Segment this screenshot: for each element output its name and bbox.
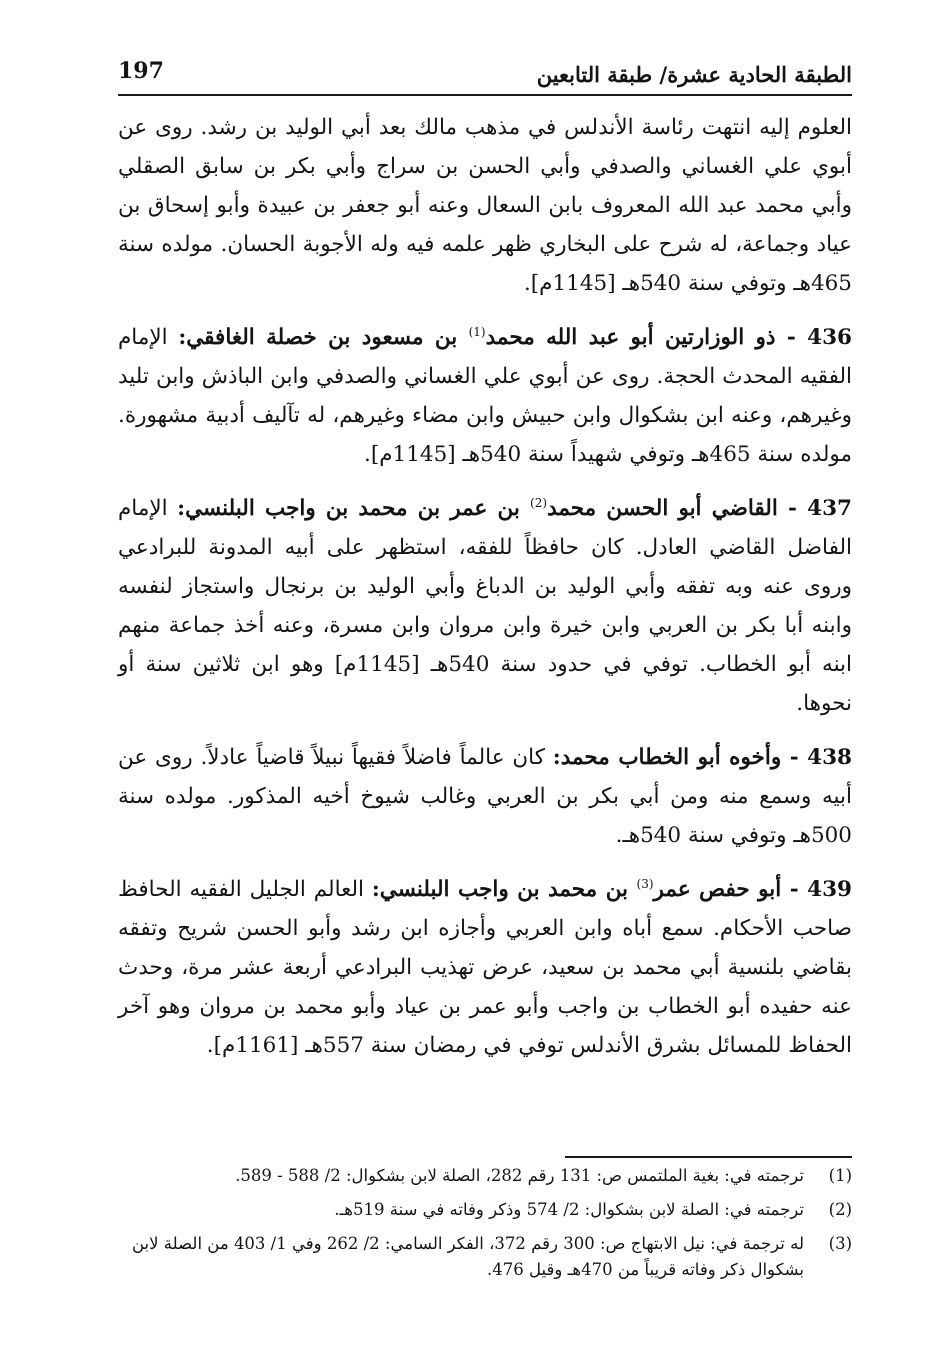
entry-heading: 438 - وأخوه أبو الخطاب محمد: [552, 745, 852, 770]
footnote-ref: (1) [468, 324, 486, 339]
entry-body: العالم الجليل الفقيه الحافظ صاحب الأحكام. سمع أباه وابن العربي وأجازه ابن رشد وأبو الحسن شريح وتفقه بقاضي بلنسية أبي محمد بن سعيد، عرض تهذيب البرادعي أربعة عشر مرة، وحدث عنه حفيده أبو الخطاب بن واجب وأبو عمر بن عياد وأبو محمد بن مروان وهو آخر الحفاظ للمسائل بشرق الأندلس توفي في رمضان سنة 557هـ [1161م]. [118, 877, 852, 1058]
footnote-1 [118, 1163, 852, 1189]
footnote-ref: (3) [636, 876, 654, 891]
footnote-text: ترجمته في: الصلة لابن بشكوال: 2/ 574 وذكر وفاته في سنة 519هـ. [334, 1200, 804, 1219]
footnote-number: (2) [828, 1200, 852, 1219]
entry-body: كان عالماً فاضلاً فقيهاً نبيلاً قاضياً عادلاً. روى عن أبيه وسمع منه ومن أبي بكر بن العربي وغالب شيوخ أخيه المذكور. مولده سنة 500هـ وتوفي سنة 540هـ. [118, 745, 852, 848]
entry-438 [118, 738, 852, 855]
page-header [118, 54, 852, 96]
entry-439 [118, 870, 852, 1065]
main-text [118, 108, 852, 1080]
footnote-3 [118, 1231, 852, 1283]
footnote-2 [118, 1197, 852, 1223]
entry-437 [118, 489, 852, 723]
footnote-text: له ترجمة في: نيل الابتهاج ص: 300 رقم 372، الفكر السامي: 2/ 262 وفي 1/ 403 من الصلة لابن بشكوال ذكر وفاته قريباً من 470هـ وقيل 476. [132, 1234, 804, 1279]
running-title: الطبقة الحادية عشرة/ طبقة التابعين [536, 62, 852, 87]
entry-436 [118, 318, 852, 474]
entry-heading-cont: بن مسعود بن خصلة الغافقي: [178, 325, 469, 350]
footnotes [118, 1163, 852, 1291]
entry-heading-cont: بن عمر بن محمد بن واجب البلنسي: [177, 496, 531, 521]
entry-heading-cont: بن محمد بن واجب البلنسي: [371, 877, 637, 902]
entry-body: الإمام الفاضل القاضي العادل. كان حافظاً للفقه، استظهر على أبيه المدونة للبرادعي وروى عنه وبه تفقه وأبي الوليد بن الدباغ وأبي الوليد بن برنجال واستجاز لنفسه وابنه أبا بكر بن العربي وابن خيرة وابن مروان وابن مسرة، وعنه أخذ جماعة منهم ابنه أبو الخطاب. توفي في حدود سنة 540هـ [1145م] وهو ابن ثلاثين سنة أو نحوها. [118, 496, 853, 716]
entry-body: الإمام الفقيه المحدث الحجة. روى عن أبوي علي الغساني والصدفي وابن الباذش وابن تليد وغيرهم، وعنه ابن بشكوال وابن حبيش وابن مضاء وغيرهم، له تآليف أدبية مشهورة. مولده سنة 465هـ وتوفي شهيداً سنة 540هـ [1145م]. [118, 325, 852, 467]
entry-heading: 439 - أبو حفص عمر [653, 877, 852, 902]
footnote-text: ترجمته في: بغية الملتمس ص: 131 رقم 282، الصلة لابن بشكوال: 2/ 588 - 589. [235, 1166, 804, 1185]
footnote-number: (3) [828, 1234, 852, 1253]
footnote-divider [565, 1156, 852, 1158]
intro-paragraph: العلوم إليه انتهت رئاسة الأندلس في مذهب مالك بعد أبي الوليد بن رشد. روى عن أبوي علي الغساني والصدفي وأبي الحسن بن سراج وأبي بكر بن سابق الصقلي وأبي محمد عبد الله المعروف بابن السعال وعنه أبو جعفر بن عبيدة وأبو إسحاق بن عياد وجماعة، له شرح على البخاري ظهر علمه فيه وله الأجوبة الحسان. مولده سنة 465هـ وتوفي سنة 540هـ [1145م]. [118, 115, 852, 296]
entry-heading: 437 - القاضي أبو الحسن محمد [547, 496, 852, 521]
footnote-ref: (2) [530, 495, 548, 510]
footnote-number: (1) [828, 1166, 852, 1185]
page-number: 197 [118, 58, 164, 84]
entry-heading: 436 - ذو الوزارتين أبو عبد الله محمد [485, 325, 853, 350]
